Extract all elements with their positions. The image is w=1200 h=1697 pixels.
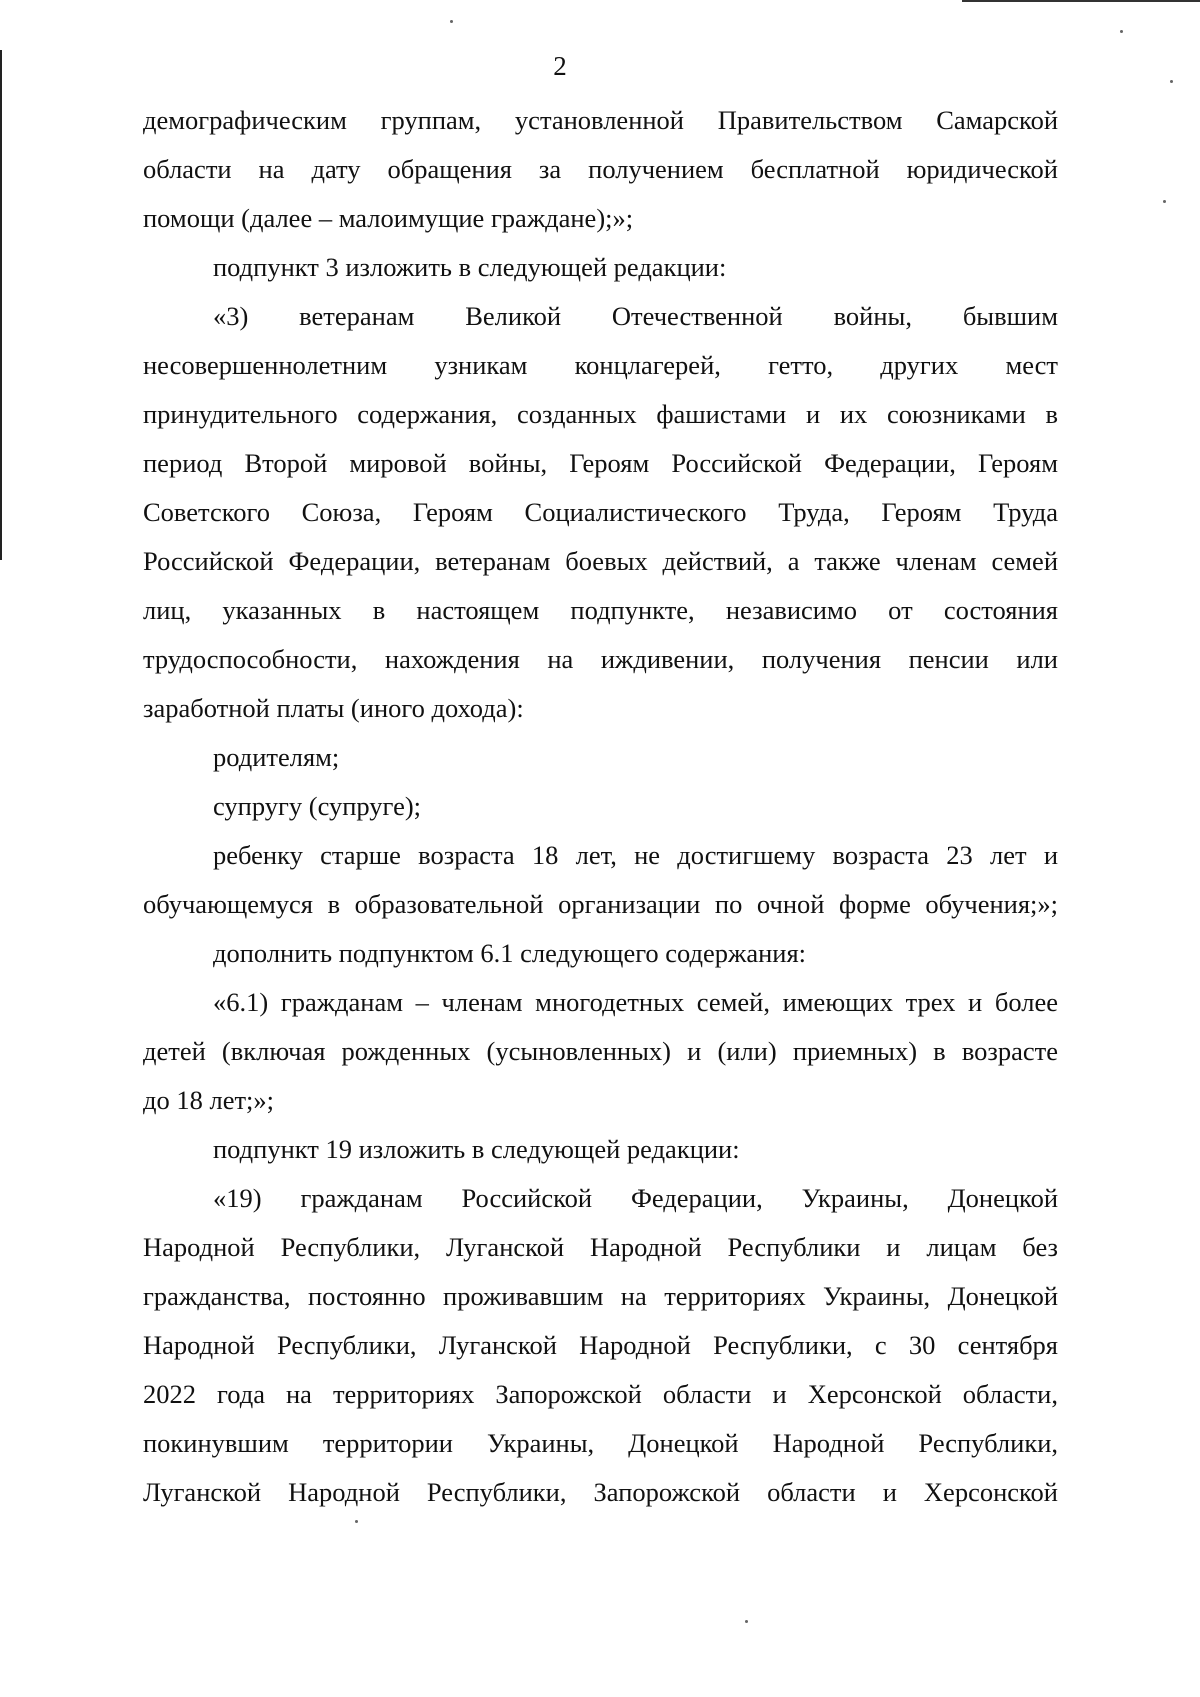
text-line: «3) ветеранам Великой Отечественной войны, бывшим [213, 301, 1058, 331]
scan-speck [355, 1520, 358, 1523]
text-line: детей (включая рожденных (усыновленных) и (или) приемных) в возрасте [143, 1036, 1058, 1066]
scan-top-line [962, 0, 1200, 2]
scan-speck [450, 20, 453, 23]
text-line: гражданства, постоянно проживавшим на территориях Украины, Донецкой [143, 1281, 1058, 1311]
text-line: заработной платы (иного дохода): [143, 693, 524, 723]
text-line: трудоспособности, нахождения на иждивении, получения пенсии или [143, 644, 1058, 674]
text-line: ребенку старше возраста 18 лет, не достигшему возраста 23 лет и [213, 840, 1058, 870]
text-line: до 18 лет;»; [143, 1085, 275, 1115]
text-line: покинувшим территории Украины, Донецкой Народной Республики, [143, 1428, 1058, 1458]
text-line: Народной Республики, Луганской Народной Республики и лицам без [143, 1232, 1058, 1262]
text-line: Луганской Народной Республики, Запорожской области и Херсонской [143, 1477, 1058, 1507]
text-line: 2022 года на территориях Запорожской области и Херсонской области, [143, 1379, 1058, 1409]
scan-speck [745, 1620, 748, 1623]
page-number: 2 [553, 51, 567, 81]
text-line: подпункт 3 изложить в следующей редакции: [213, 252, 727, 282]
document-body [143, 96, 1058, 1517]
text-line: лиц, указанных в настоящем подпункте, независимо от состояния [143, 595, 1058, 625]
text-line: родителям; [213, 742, 340, 772]
text-line: «19) гражданам Российской Федерации, Украины, Донецкой [213, 1183, 1058, 1213]
scan-speck [1120, 30, 1123, 33]
text-line: области на дату обращения за получением бесплатной юридической [143, 154, 1058, 184]
text-line: подпункт 19 изложить в следующей редакции: [213, 1134, 740, 1164]
text-line: супругу (супруге); [213, 791, 422, 821]
text-line: период Второй мировой войны, Героям Российской Федерации, Героям [143, 448, 1058, 478]
text-line: Советского Союза, Героям Социалистического Труда, Героям Труда [143, 497, 1058, 527]
text-line: дополнить подпунктом 6.1 следующего содержания: [213, 938, 807, 968]
scan-speck [1170, 80, 1173, 83]
text-line: несовершеннолетним узникам концлагерей, гетто, других мест [143, 350, 1058, 380]
text-line: Российской Федерации, ветеранам боевых действий, а также членам семей [143, 546, 1058, 576]
text-line: обучающемуся в образовательной организации по очной форме обучения;»; [143, 889, 1058, 919]
scan-edge-line [0, 50, 2, 560]
text-line: помощи (далее – малоимущие граждане);»; [143, 203, 634, 233]
text-line: принудительного содержания, созданных фашистами и их союзниками в [143, 399, 1058, 429]
text-line: «6.1) гражданам – членам многодетных семей, имеющих трех и более [213, 987, 1058, 1017]
text-line: демографическим группам, установленной Правительством Самарской [143, 105, 1058, 135]
text-line: Народной Республики, Луганской Народной Республики, с 30 сентября [143, 1330, 1058, 1360]
scan-speck [1163, 200, 1166, 203]
